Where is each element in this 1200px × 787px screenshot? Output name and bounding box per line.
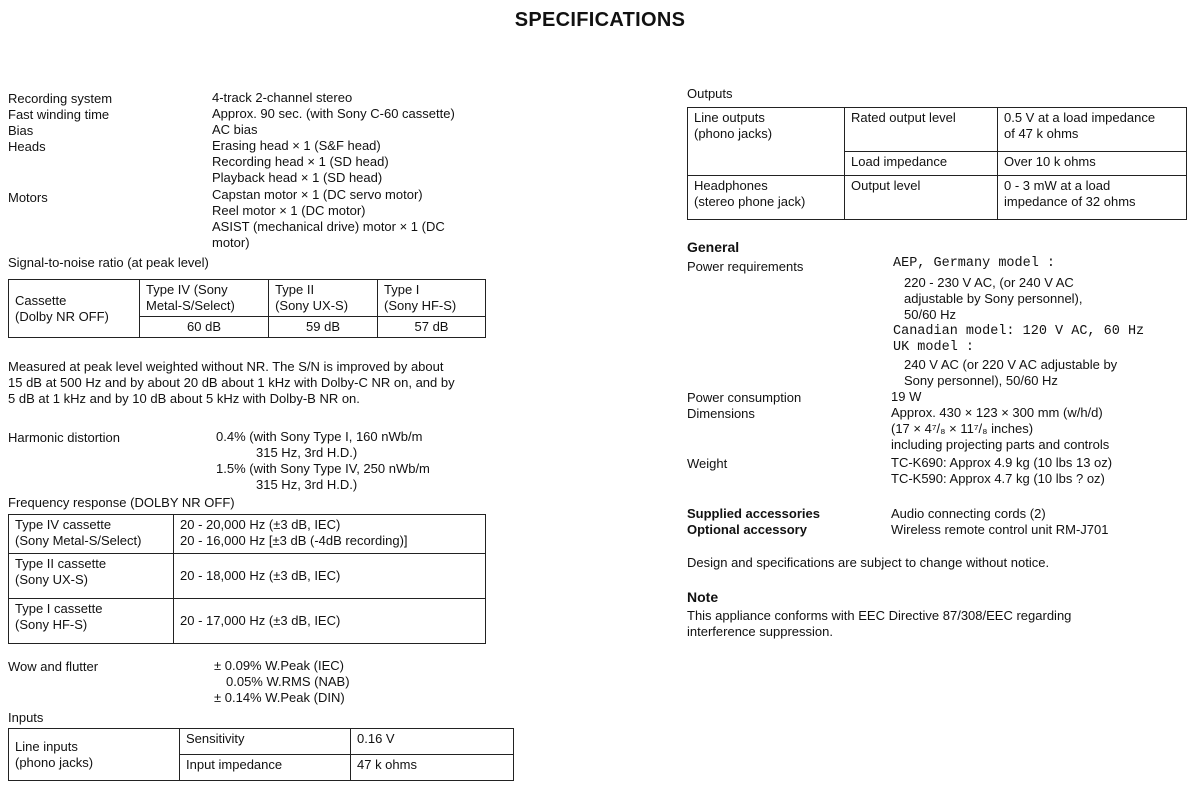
aep-value-1: 220 - 230 V AC, (or 240 V AC xyxy=(904,275,1074,290)
snr-value-i: 57 dB xyxy=(378,317,486,338)
freq-table xyxy=(8,514,486,644)
snr-note-2: 15 dB at 500 Hz and by about 20 dB about 1 kHz with Dolby-C NR on, and by xyxy=(8,375,455,390)
snr-type-ii-line-2: (Sony UX-S) xyxy=(275,298,349,313)
power-consumption-value: 19 W xyxy=(891,389,922,404)
output-level-value-line-1: 0 - 3 mW at a load xyxy=(1004,178,1111,193)
load-impedance-value: Over 10 k ohms xyxy=(998,152,1187,176)
canadian-model: Canadian model: 120 V AC, 60 Hz xyxy=(893,324,1145,339)
snr-type-iv-line-1: Type IV (Sony xyxy=(146,282,228,297)
power-consumption-label: Power consumption xyxy=(687,390,802,405)
page-title: SPECIFICATIONS xyxy=(514,9,686,31)
inputs-row-header-line-1: Line inputs xyxy=(15,738,78,754)
supplied-accessories-label: Supplied accessories xyxy=(687,506,820,521)
freq-value-iv xyxy=(174,515,486,554)
snr-value-iv: 60 dB xyxy=(140,317,269,338)
dimensions-label: Dimensions xyxy=(687,406,755,421)
freq-type-ii-line-2: (Sony UX-S) xyxy=(15,572,88,587)
recording-system-value: 4-track 2-channel stereo xyxy=(212,90,353,105)
line-outputs-header-line-1: Line outputs xyxy=(694,110,765,125)
line-outputs-header xyxy=(688,108,845,176)
harmonic-label: Harmonic distortion xyxy=(8,430,120,445)
dimensions-value-1: Approx. 430 × 123 × 300 mm (w/h/d) xyxy=(891,405,1103,420)
heads-value-2: Recording head × 1 (SD head) xyxy=(212,154,389,169)
freq-type-i-line-1: Type I cassette xyxy=(15,601,103,616)
snr-note-3: 5 dB at 1 kHz and by 10 dB about 5 kHz with Dolby-B NR on. xyxy=(8,391,360,406)
outputs-table xyxy=(687,107,1187,220)
snr-type-iv-line-2: Metal-S/Select) xyxy=(146,298,235,313)
heads-label: Heads xyxy=(8,139,46,154)
wow-label: Wow and flutter xyxy=(8,659,99,674)
note-line-2: interference suppression. xyxy=(687,624,833,639)
rated-output-value-line-1: 0.5 V at a load impedance xyxy=(1004,110,1156,125)
heads-value-3: Playback head × 1 (SD head) xyxy=(212,170,383,185)
snr-type-i-line-2: (Sony HF-S) xyxy=(384,298,457,313)
inputs-sensitivity-value: 0.16 V xyxy=(351,729,514,755)
weight-value-1: TC-K690: Approx 4.9 kg (10 lbs 13 oz) xyxy=(891,455,1113,470)
uk-value-2: Sony personnel), 50/60 Hz xyxy=(904,373,1058,388)
wow-value-3: ± 0.14% W.Peak (DIN) xyxy=(214,690,345,705)
dimensions-value-2: (17 × 4⁷/₈ × 11⁷/₈ inches) xyxy=(891,421,1034,436)
power-requirements-label: Power requirements xyxy=(687,259,804,274)
weight-value-2: TC-K590: Approx 4.7 kg (10 lbs ? oz) xyxy=(891,471,1105,486)
load-impedance-label: Load impedance xyxy=(845,152,998,176)
note-heading: Note xyxy=(687,589,719,605)
snr-note-1: Measured at peak level weighted without NR. The S/N is improved by about xyxy=(8,359,444,374)
inputs-label: Inputs xyxy=(8,710,44,725)
snr-value-ii: 59 dB xyxy=(269,317,378,338)
aep-value-2: adjustable by Sony personnel), xyxy=(904,291,1083,306)
optional-accessory-label: Optional accessory xyxy=(687,522,807,537)
freq-type-iv-line-2: (Sony Metal-S/Select) xyxy=(15,533,142,548)
freq-value-i: 20 - 17,000 Hz (±3 dB, IEC) xyxy=(174,599,486,644)
snr-type-iv xyxy=(140,280,269,317)
wow-value-2: 0.05% W.RMS (NAB) xyxy=(226,674,350,689)
snr-type-ii-line-1: Type II xyxy=(275,282,315,297)
output-level-value-line-2: impedance of 32 ohms xyxy=(1004,194,1136,209)
headphones-header-line-1: Headphones xyxy=(694,178,768,193)
headphones-header-line-2: (stereo phone jack) xyxy=(694,194,806,209)
recording-system-label: Recording system xyxy=(8,91,113,106)
harmonic-value-4: 315 Hz, 3rd H.D.) xyxy=(256,477,358,492)
snr-type-i-line-1: Type I xyxy=(384,282,420,297)
snr-row-header xyxy=(9,280,140,338)
heads-value-1: Erasing head × 1 (S&F head) xyxy=(212,138,381,153)
snr-type-ii xyxy=(269,280,378,317)
change-notice: Design and specifications are subject to change without notice. xyxy=(687,555,1050,570)
harmonic-value-3: 1.5% (with Sony Type IV, 250 nWb/m xyxy=(216,461,430,476)
optional-accessory-value: Wireless remote control unit RM-J701 xyxy=(891,522,1109,537)
supplied-accessories-value: Audio connecting cords (2) xyxy=(891,506,1046,521)
aep-value-3: 50/60 Hz xyxy=(904,307,957,322)
freq-type-iv xyxy=(9,515,174,554)
inputs-impedance-value: 47 k ohms xyxy=(351,755,514,781)
inputs-impedance-label: Input impedance xyxy=(180,755,351,781)
snr-label: Signal-to-noise ratio (at peak level) xyxy=(8,255,209,270)
uk-model-label: UK model : xyxy=(893,340,975,355)
freq-value-ii: 20 - 18,000 Hz (±3 dB, IEC) xyxy=(174,554,486,599)
inputs-row-header-line-2: (phono jacks) xyxy=(15,754,94,770)
rated-output-label: Rated output level xyxy=(845,108,998,152)
line-outputs-header-line-2: (phono jacks) xyxy=(694,126,773,141)
uk-value-1: 240 V AC (or 220 V AC adjustable by xyxy=(904,357,1118,372)
outputs-label: Outputs xyxy=(687,86,733,101)
freq-type-ii xyxy=(9,554,174,599)
rated-output-value-line-2: of 47 k ohms xyxy=(1004,126,1079,141)
output-level-value xyxy=(998,176,1187,220)
harmonic-value-1: 0.4% (with Sony Type I, 160 nWb/m xyxy=(216,429,423,444)
snr-type-i xyxy=(378,280,486,317)
weight-label: Weight xyxy=(687,456,728,471)
wow-value-1: ± 0.09% W.Peak (IEC) xyxy=(214,658,344,673)
harmonic-value-2: 315 Hz, 3rd H.D.) xyxy=(256,445,358,460)
freq-value-iv-line-2: 20 - 16,000 Hz [±3 dB (-4dB recording)] xyxy=(180,533,408,548)
inputs-sensitivity-label: Sensitivity xyxy=(180,729,351,755)
motors-label: Motors xyxy=(8,190,48,205)
motors-value-1: Capstan motor × 1 (DC servo motor) xyxy=(212,187,423,202)
freq-type-i xyxy=(9,599,174,644)
snr-row-header-line-2: (Dolby NR OFF) xyxy=(15,308,109,324)
freq-value-iv-line-1: 20 - 20,000 Hz (±3 dB, IEC) xyxy=(180,517,341,532)
rated-output-value xyxy=(998,108,1187,152)
motors-value-2: Reel motor × 1 (DC motor) xyxy=(212,203,366,218)
freq-type-ii-line-1: Type II cassette xyxy=(15,556,107,571)
dimensions-value-3: including projecting parts and controls xyxy=(891,437,1110,452)
freq-type-i-line-2: (Sony HF-S) xyxy=(15,617,88,632)
inputs-row-header xyxy=(9,729,180,781)
bias-label: Bias xyxy=(8,123,34,138)
freq-label: Frequency response (DOLBY NR OFF) xyxy=(8,495,235,510)
motors-value-3: ASIST (mechanical drive) motor × 1 (DC xyxy=(212,219,445,234)
general-heading: General xyxy=(687,239,740,255)
aep-model-label: AEP, Germany model : xyxy=(893,256,1056,271)
output-level-label: Output level xyxy=(845,176,998,220)
snr-table xyxy=(8,279,486,338)
fast-winding-label: Fast winding time xyxy=(8,107,110,122)
inputs-table xyxy=(8,728,514,781)
snr-row-header-line-1: Cassette xyxy=(15,292,67,308)
note-line-1: This appliance conforms with EEC Directive 87/308/EEC regarding xyxy=(687,608,1072,623)
motors-value-4: motor) xyxy=(212,235,250,250)
fast-winding-value: Approx. 90 sec. (with Sony C-60 cassette) xyxy=(212,106,455,121)
headphones-header xyxy=(688,176,845,220)
bias-value: AC bias xyxy=(212,122,258,137)
freq-type-iv-line-1: Type IV cassette xyxy=(15,517,112,532)
